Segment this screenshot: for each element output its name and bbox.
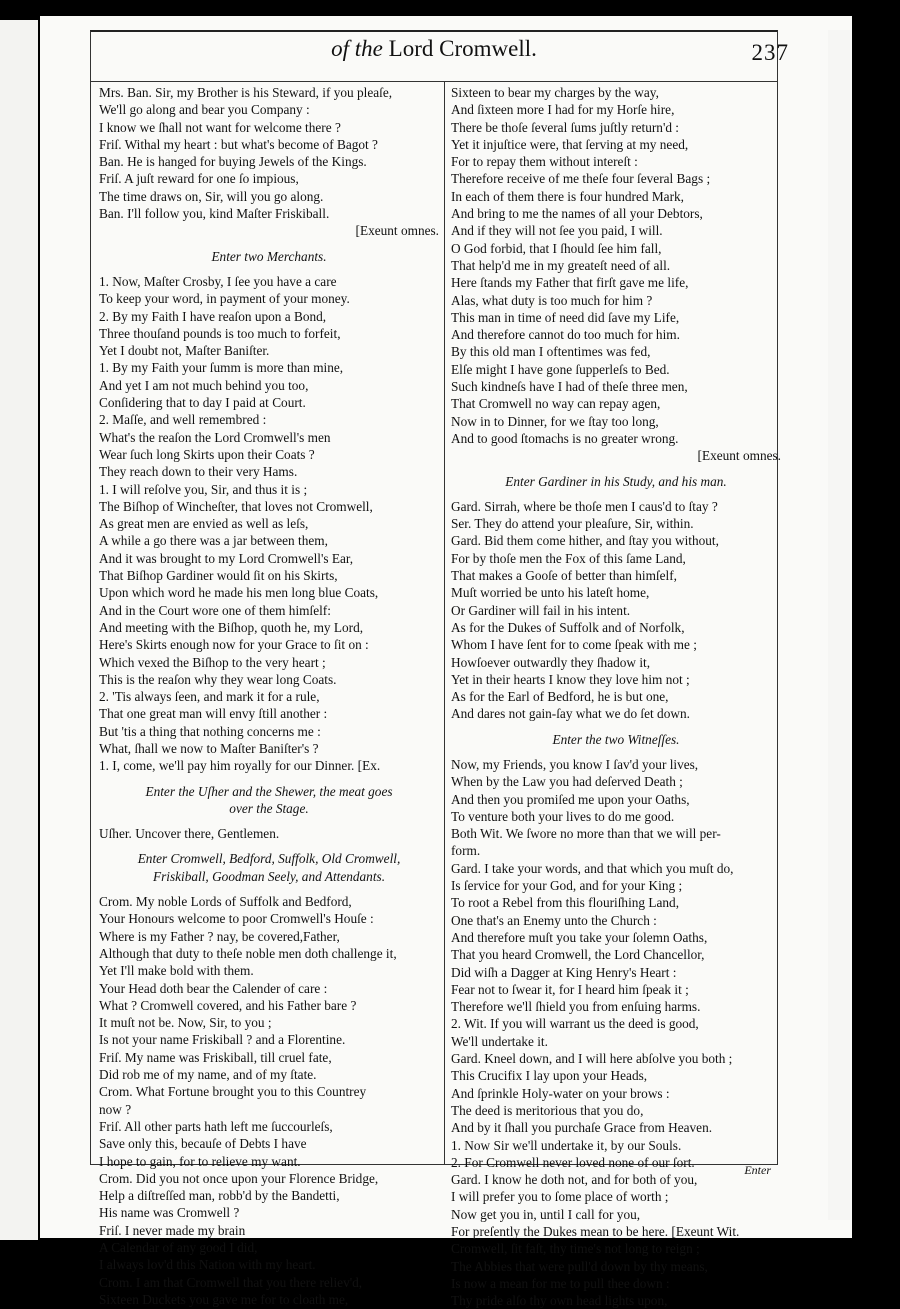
text-line: I will prefer you to ſome place of worth ; (451, 1189, 669, 1205)
text-line: Enter two Merchants. (211, 248, 327, 264)
text-line: But 'tis a thing that nothing concerns me : (99, 723, 321, 739)
facing-page-edge (0, 20, 38, 1240)
text-line: Gard. I take your words, and that which you muſt do, (451, 860, 734, 876)
text-line: Where is my Father ? nay, be covered,Father, (99, 928, 340, 944)
text-line: I hope to gain, for to relieve my want. (99, 1153, 301, 1169)
text-line: 2. Maſſe, and well remembred : (99, 412, 267, 428)
text-line: That help'd me in my greateſt need of all. (451, 257, 671, 273)
text-line: As great men are envied as well as leſs, (99, 516, 309, 532)
text-line: That makes a Gooſe of better than himſelf, (451, 568, 677, 584)
text-line: And ſprinkle Holy-water on your brows : (451, 1085, 670, 1101)
text-line: Ban. I'll follow you, kind Maſter Friskiball. (99, 206, 330, 222)
text-line: 2. By my Faith I have reaſon upon a Bond, (99, 308, 327, 324)
text-line: In each of them there is four hundred Mark, (451, 188, 684, 204)
text-line: Therefore we'll ſhield you from enſuing harms. (451, 999, 701, 1015)
text-line: Mrs. Ban. Sir, my Brother is his Steward, if you pleaſe, (99, 85, 393, 100)
text-line: Did rob me of my name, and of my ſtate. (99, 1067, 317, 1083)
text-line (99, 265, 439, 273)
text-line: Muſt worried be unto his lateſt home, (451, 585, 650, 601)
text-line: That one great man will envy ſtill another : (99, 706, 328, 722)
text-line: And by it ſhall you purchaſe Grace from Heaven. (451, 1120, 713, 1136)
text-line: 1. Now, Maſter Crosby, I ſee you have a care (99, 273, 337, 289)
text-line: Uſher. Uncover there, Gentlemen. (99, 826, 280, 842)
text-line: [Exeunt omnes. (697, 448, 781, 464)
page (40, 16, 852, 1309)
text-line: Fear not to ſwear it, for I heard him ſpeak it ; (451, 981, 689, 997)
text-line: For preſently the Dukes mean to be here. [Exeunt Wit. (451, 1224, 740, 1239)
text-line: 2. 'Tis always ſeen, and mark it for a rule, (99, 689, 320, 705)
text-line: And meeting with the Biſhop, quoth he, my Lord, (99, 619, 364, 635)
text-line: Whom I have ſent for to come ſpeak with me ; (451, 637, 697, 653)
text-line: A while a go there was a jar between them, (99, 533, 328, 549)
text-line: And dares not gain-ſay what we do ſet down. (451, 706, 690, 722)
text-line (451, 465, 781, 473)
text-line: Gard. I know he doth not, and for both of you, (451, 1172, 698, 1188)
text-line: That Cromwell no way can repay agen, (451, 396, 661, 412)
header-lord: Lord (388, 36, 434, 61)
text-line: form. (451, 843, 481, 859)
text-line: It muſt not be. Now, Sir, to you ; (99, 1015, 272, 1031)
text-line: Friskiball, Goodman Seely, and Attendants. (152, 868, 386, 884)
text-line: Yet I doubt not, Maſter Baniſter. (99, 343, 270, 359)
text-line: Yet it injuſtice were, that ſerving at my need, (451, 136, 689, 152)
text-line: I always lov'd this Nation with my heart. (99, 1257, 316, 1273)
text-line: Enter the two Witneſſes. (552, 731, 680, 747)
text-line: Crom. What Fortune brought you to this Countrey (99, 1084, 367, 1100)
text-line: To root a Rebel from this flouriſhing Land, (451, 895, 680, 911)
header-rule (91, 81, 777, 82)
catchword: Enter (744, 1163, 771, 1177)
text-line: 1. I, come, we'll pay him royally for our Dinner. [Ex. (99, 758, 381, 774)
header-name: Cromwell. (439, 36, 537, 61)
text-line: Thy pride alſo thy own head lights upon, (451, 1293, 668, 1309)
text-line: One that's an Enemy unto the Church : (451, 912, 657, 928)
text-line: The Abbies that were pull'd down by thy means, (451, 1258, 708, 1274)
text-line: I know we ſhall not want for welcome there ? (99, 119, 341, 135)
right-column (451, 84, 781, 1309)
text-line: Ban. He is hanged for buying Jewels of the Kings. (99, 154, 367, 170)
text-line: As for the Dukes of Suffolk and of Norfolk, (451, 619, 685, 635)
text-line: This man in time of need did ſave my Life, (451, 309, 680, 325)
text-line: 1. Now Sir we'll undertake it, by our Souls. (451, 1137, 682, 1153)
text-line: Friſ. My name was Friskiball, till cruel fate, (99, 1049, 332, 1065)
text-line: Friſ. All other parts hath left me ſuccourleſs, (99, 1118, 333, 1134)
text-line: Your Head doth bear the Calender of care : (99, 980, 328, 996)
text-line: Help a diſtreſſed man, robb'd by the Bandetti, (99, 1188, 340, 1204)
text-line (99, 775, 439, 783)
text-line: As for the Earl of Bedford, he is but one, (451, 689, 669, 705)
running-header (91, 36, 777, 76)
text-line: Gard. Bid them come hither, and ſtay you without, (451, 533, 719, 549)
text-line (99, 885, 439, 893)
text-line: And ſixteen more I had for my Horſe hire, (451, 102, 675, 118)
text-line: When by the Law you had deſerved Death ; (451, 774, 683, 790)
text-line: 1. I will reſolve you, Sir, and thus it is ; (99, 481, 308, 497)
text-line: Save only this, becauſe of Debts I have (99, 1136, 307, 1152)
text-line: Although that duty to theſe noble men doth challenge it, (99, 945, 397, 961)
header-prefix: of the (331, 36, 383, 61)
text-line: What, ſhall we now to Maſter Baniſter's ? (99, 740, 319, 756)
text-line: That Biſhop Gardiner would ſit on his Skirts, (99, 568, 338, 584)
text-line: A Calendar of any good I did, (99, 1240, 258, 1255)
text-line: And in the Court wore one of them himſelf: (99, 602, 331, 618)
text-line: What's the reaſon the Lord Cromwell's men (99, 429, 331, 445)
text-line: The Biſhop of Wincheſter, that loves not Cromwell, (99, 498, 373, 514)
text-line: Enter Cromwell, Bedford, Suffolk, Old Cromwell, (137, 851, 401, 867)
text-line (99, 817, 439, 825)
text-frame (90, 30, 789, 1309)
text-line: Gard. Sirrah, where be thoſe men I caus'd to ſtay ? (451, 498, 718, 514)
text-line: Elſe might I have gone ſupperleſs to Bed. (451, 361, 670, 377)
text-line: Enter the Uſher and the Shewer, the meat goes (145, 783, 393, 799)
text-line: Sixteen Duckets you gave me for to cloath me, (99, 1291, 349, 1307)
text-line: Upon which word he made his men long blue Coats, (99, 585, 379, 601)
text-line: Such kindneſs have I had of theſe three men, (451, 379, 688, 395)
text-line: 1. By my Faith your ſumm is more than mine, (99, 360, 344, 376)
text-line: Crom. I am that Cromwell that you there reliev'd, (99, 1274, 363, 1290)
text-line (451, 723, 781, 731)
text-line: And it was brought to my Lord Cromwell's Ear, (99, 550, 354, 566)
text-line: And to good ſtomachs is no greater wrong. (451, 430, 679, 446)
text-line (451, 490, 781, 498)
text-line: Gard. Kneel down, and I will here abſolve you both ; (451, 1051, 733, 1067)
text-line: [Exeunt omnes. (355, 223, 439, 239)
text-line: Friſ. A juſt reward for one ſo impious, (99, 171, 299, 187)
text-line: And therefore cannot do too much for him. (451, 327, 680, 343)
text-line: Therefore receive of me theſe four ſeveral Bags ; (451, 171, 711, 187)
text-line: Sixteen to bear my charges by the way, (451, 85, 659, 100)
text-line: Three thouſand pounds is too much to forfeit, (99, 325, 341, 341)
text-line: Howſoever outwardly they ſhadow it, (451, 654, 651, 670)
text-line (99, 842, 439, 850)
text-line: This Crucifix I lay upon your Heads, (451, 1068, 648, 1084)
text-line: Your Honours welcome to poor Cromwell's Houſe : (99, 911, 374, 927)
text-line: Friſ. I never made my brain (99, 1222, 246, 1238)
text-line: Enter Gardiner in his Study, and his man. (505, 473, 727, 489)
text-line: Which vexed the Biſhop to the very heart ; (99, 654, 326, 670)
text-line (99, 240, 439, 248)
text-line: We'll go along and bear you Company : (99, 102, 310, 118)
column-rule (444, 81, 445, 1164)
text-line: They reach down to their very Hams. (99, 464, 298, 480)
text-line: Conſidering that to day I paid at Court. (99, 395, 306, 411)
text-line: And then you promiſed me upon your Oaths, (451, 791, 690, 807)
text-line: Both Wit. We ſwore no more than that we will per- (451, 826, 721, 842)
text-line: Here's Skirts enough now for your Grace to ſit on : (99, 637, 369, 653)
text-line: Crom. My noble Lords of Suffolk and Bedford, (99, 894, 352, 910)
text-line: The time draws on, Sir, will you go along. (99, 188, 324, 204)
text-line: over the Stage. (229, 800, 309, 816)
text-line (451, 748, 781, 756)
text-line: Wear ſuch long Skirts upon their Coats ? (99, 446, 315, 462)
text-line: Is now a mean for me to pull thee down : (451, 1275, 670, 1291)
text-line: This is the reaſon why they wear long Coats. (99, 671, 337, 687)
text-line: Yet I'll make bold with them. (99, 963, 254, 979)
text-line: 2. For Cromwell never loved none of our ſort. (451, 1154, 695, 1170)
text-line: To keep your word, in payment of your money. (99, 291, 350, 307)
text-line: now ? (99, 1101, 132, 1117)
text-line: By this old man I oftentimes was fed, (451, 344, 651, 360)
text-line: His name was Cromwell ? (99, 1205, 240, 1221)
text-line: Now get you in, until I call for you, (451, 1206, 641, 1222)
text-line: Ser. They do attend your pleaſure, Sir, within. (451, 516, 694, 532)
text-line: That you heard Cromwell, the Lord Chancellor, (451, 947, 705, 963)
text-line: Or Gardiner will fail in his intent. (451, 602, 631, 618)
text-line: Here ſtands my Father that firſt gave me life, (451, 275, 689, 291)
text-line: What ? Cromwell covered, and his Father bare ? (99, 997, 357, 1013)
text-line: For to repay them without intereſt : (451, 154, 638, 170)
page-number: 237 (751, 40, 789, 65)
text-line: There be thoſe ſeveral ſums juſtly return'd : (451, 119, 680, 135)
text-line: The deed is meritorious that you do, (451, 1102, 644, 1118)
text-line: Crom. Did you not once upon your Florence Bridge, (99, 1170, 379, 1186)
text-line: For by thoſe men the Fox of this ſame Land, (451, 550, 686, 566)
text-line: Now in to Dinner, for we ſtay too long, (451, 413, 659, 429)
text-line: 2. Wit. If you will warrant us the deed is good, (451, 1016, 699, 1032)
text-line: Alas, what duty is too much for him ? (451, 292, 653, 308)
text-line: Is not your name Friskiball ? and a Florentine. (99, 1032, 346, 1048)
text-line: We'll undertake it. (451, 1033, 548, 1049)
text-line: O God forbid, that I ſhould ſee him fall, (451, 240, 662, 256)
left-column (99, 84, 439, 1308)
text-line: And if they will not ſee you paid, I will. (451, 223, 663, 239)
text-line: Yet in their hearts I know they love him not ; (451, 671, 690, 687)
text-line: Now, my Friends, you know I ſav'd your lives, (451, 756, 699, 772)
text-line: Cromwell, ſit faſt, thy time's not long to reign ; (451, 1241, 700, 1257)
text-line: To venture both your lives to do me good. (451, 808, 675, 824)
text-line: Friſ. Withal my heart : but what's become of Bagot ? (99, 136, 378, 152)
text-line: And therefore muſt you take your ſolemn Oaths, (451, 929, 708, 945)
text-line: Is ſervice for your God, and for your King ; (451, 878, 683, 894)
page-edge (828, 30, 850, 1220)
text-line: And bring to me the names of all your Debtors, (451, 206, 703, 222)
text-line: Did wiſh a Dagger at King Henry's Heart : (451, 964, 677, 980)
text-line: And yet I am not much behind you too, (99, 377, 309, 393)
